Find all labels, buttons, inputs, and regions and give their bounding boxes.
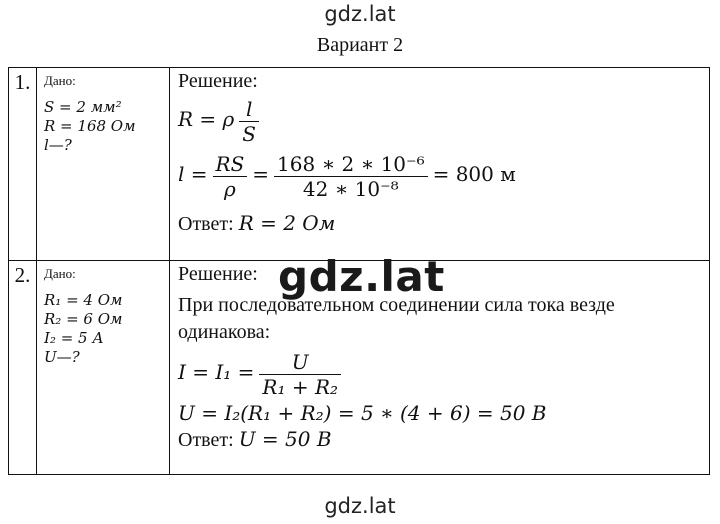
given-line: I₂ = 5 А xyxy=(44,329,104,347)
answer-value: R = 2 Ом xyxy=(238,211,336,235)
formula-result: = 800 м xyxy=(432,162,516,187)
given-cell xyxy=(37,261,170,475)
formula-lhs: I = I₁ = xyxy=(178,360,255,385)
fraction xyxy=(259,350,341,399)
numerator: U xyxy=(259,350,341,375)
answer-label: Ответ: xyxy=(178,213,234,235)
given-line: R₁ = 4 Ом xyxy=(44,291,123,309)
numerator: 168 ∗ 2 ∗ 10⁻⁶ xyxy=(274,152,428,177)
given-label: Дано: xyxy=(44,266,76,281)
formula-length xyxy=(178,152,709,201)
denominator: 42 ∗ 10⁻⁸ xyxy=(302,177,399,201)
given-line: U—? xyxy=(44,348,80,366)
task-number: 2. xyxy=(9,261,37,475)
given-line: l—? xyxy=(44,136,72,154)
formula-lhs: l = xyxy=(178,162,208,187)
fraction xyxy=(213,152,248,201)
watermark-top: gdz.lat xyxy=(324,2,396,26)
fraction xyxy=(274,152,428,201)
denominator: R₁ + R₂ xyxy=(262,375,339,399)
given-line: R₂ = 6 Ом xyxy=(44,310,123,328)
given-line: S = 2 мм² xyxy=(44,98,122,116)
solution-label: Решение: xyxy=(178,263,258,285)
formula-resistance xyxy=(178,97,709,146)
formula-current xyxy=(178,350,709,399)
answer xyxy=(178,427,709,452)
task-row-1 xyxy=(9,68,710,261)
given-line: R = 168 Ом xyxy=(44,117,136,135)
denominator: S xyxy=(242,122,256,146)
numerator: l xyxy=(239,97,259,122)
watermark-middle: gdz.lat xyxy=(278,252,445,301)
explanation-line: одинакова: xyxy=(178,321,271,343)
given-label: Дано: xyxy=(44,73,76,88)
solution-cell xyxy=(170,68,710,261)
formula-lhs: R = ρ xyxy=(178,107,235,132)
answer xyxy=(178,211,709,236)
equals-sign: = xyxy=(252,162,270,187)
task-number: 1. xyxy=(9,68,37,261)
solution-label: Решение: xyxy=(178,70,258,92)
answer-label: Ответ: xyxy=(178,429,234,451)
explanation-line: При последовательном соединении сила тока везде xyxy=(178,294,615,316)
formula-voltage: U = I₂(R₁ + R₂) = 5 ∗ (4 + 6) = 50 В xyxy=(178,401,547,425)
numerator: RS xyxy=(213,152,248,177)
denominator: ρ xyxy=(224,177,236,201)
watermark-bottom: gdz.lat xyxy=(324,494,396,518)
given-cell xyxy=(37,68,170,261)
variant-title: Вариант 2 xyxy=(316,34,404,56)
answer-value: U = 50 В xyxy=(238,427,332,451)
fraction xyxy=(239,97,259,146)
